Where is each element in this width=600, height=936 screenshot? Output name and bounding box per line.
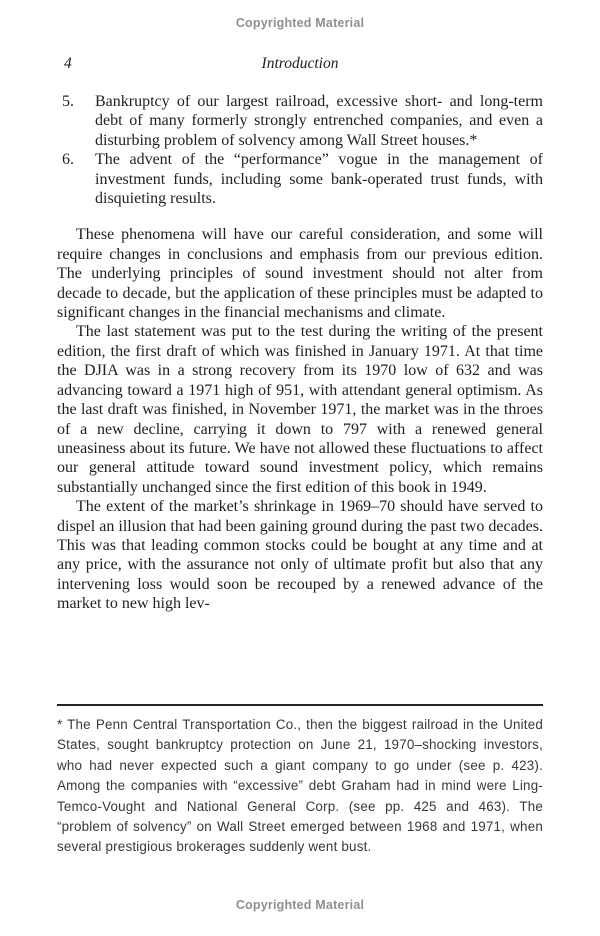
footnote-divider bbox=[57, 704, 543, 706]
footnote-text: * The Penn Central Transportation Co., then the biggest railroad in the United States, sought bankruptcy protection on June 21, 1970–shocking investors, who had never expected such a giant company to go under (see p. 423). Among the companies with “excessive” debt Graham had in mind were Ling-Temco-Vought and National General Corp. (see pp. 425 and 463). The “problem of solvency” on Wall Street emerged between 1968 and 1971, when several prestigious brokerages suddenly went bust. bbox=[57, 717, 543, 855]
paragraph: The last statement was put to the test during the writing of the present edition, the first draft of which was finished in January 1971. At that time the DJIA was in a strong recovery from its 1970 low of 632 and was advancing toward a 1971 high of 951, with attendant general optimism. As the last draft was finished, in November 1971, the market was in the throes of a new decline, carrying it down to 797 with a renewed general uneasiness about its future. We have not allowed these fluctuations to affect our general attitude toward sound investment policy, which remains substantially unchanged since the first edition of this book in 1949. bbox=[57, 323, 543, 496]
list-item-text: Bankruptcy of our largest railroad, excessive short- and long-term debt of many formerly strongly entrenched companies, and even a disturbing problem of solvency among Wall Street houses.* bbox=[95, 93, 543, 149]
list-item-number: 6. bbox=[62, 151, 74, 169]
page-number: 4 bbox=[64, 55, 72, 72]
list-item bbox=[57, 92, 543, 150]
copyright-notice-top: Copyrighted Material bbox=[235, 16, 365, 30]
list-item bbox=[57, 150, 543, 208]
list-item-text: The advent of the “performance” vogue in the management of investment funds, including some bank-operated trust funds, with disquieting results. bbox=[95, 151, 543, 208]
running-title: Introduction bbox=[261, 55, 339, 72]
paragraph: These phenomena will have our careful consideration, and some will require changes in conclusions and emphasis from our previous edition. The underlying principles of sound investment should not alter from decade to decade, but the application of these principles must be adapted to significant changes in the financial mechanisms and climate. bbox=[57, 226, 543, 322]
paragraph: The extent of the market’s shrinkage in 1969–70 should have served to dispel an illusion that had been gaining ground during the past two decades. This was that leading common stocks could be bought at any time and at any price, with the assurance not only of ultimate profit but also that any intervening loss would soon be recouped by a renewed advance of the market to new high lev- bbox=[57, 498, 543, 613]
footnote-area bbox=[57, 704, 543, 858]
copyright-notice-bottom: Copyrighted Material bbox=[235, 898, 365, 912]
running-header bbox=[57, 55, 543, 75]
paragraph-block bbox=[57, 225, 543, 613]
list-item-number: 5. bbox=[62, 93, 74, 110]
page-body bbox=[57, 92, 543, 614]
